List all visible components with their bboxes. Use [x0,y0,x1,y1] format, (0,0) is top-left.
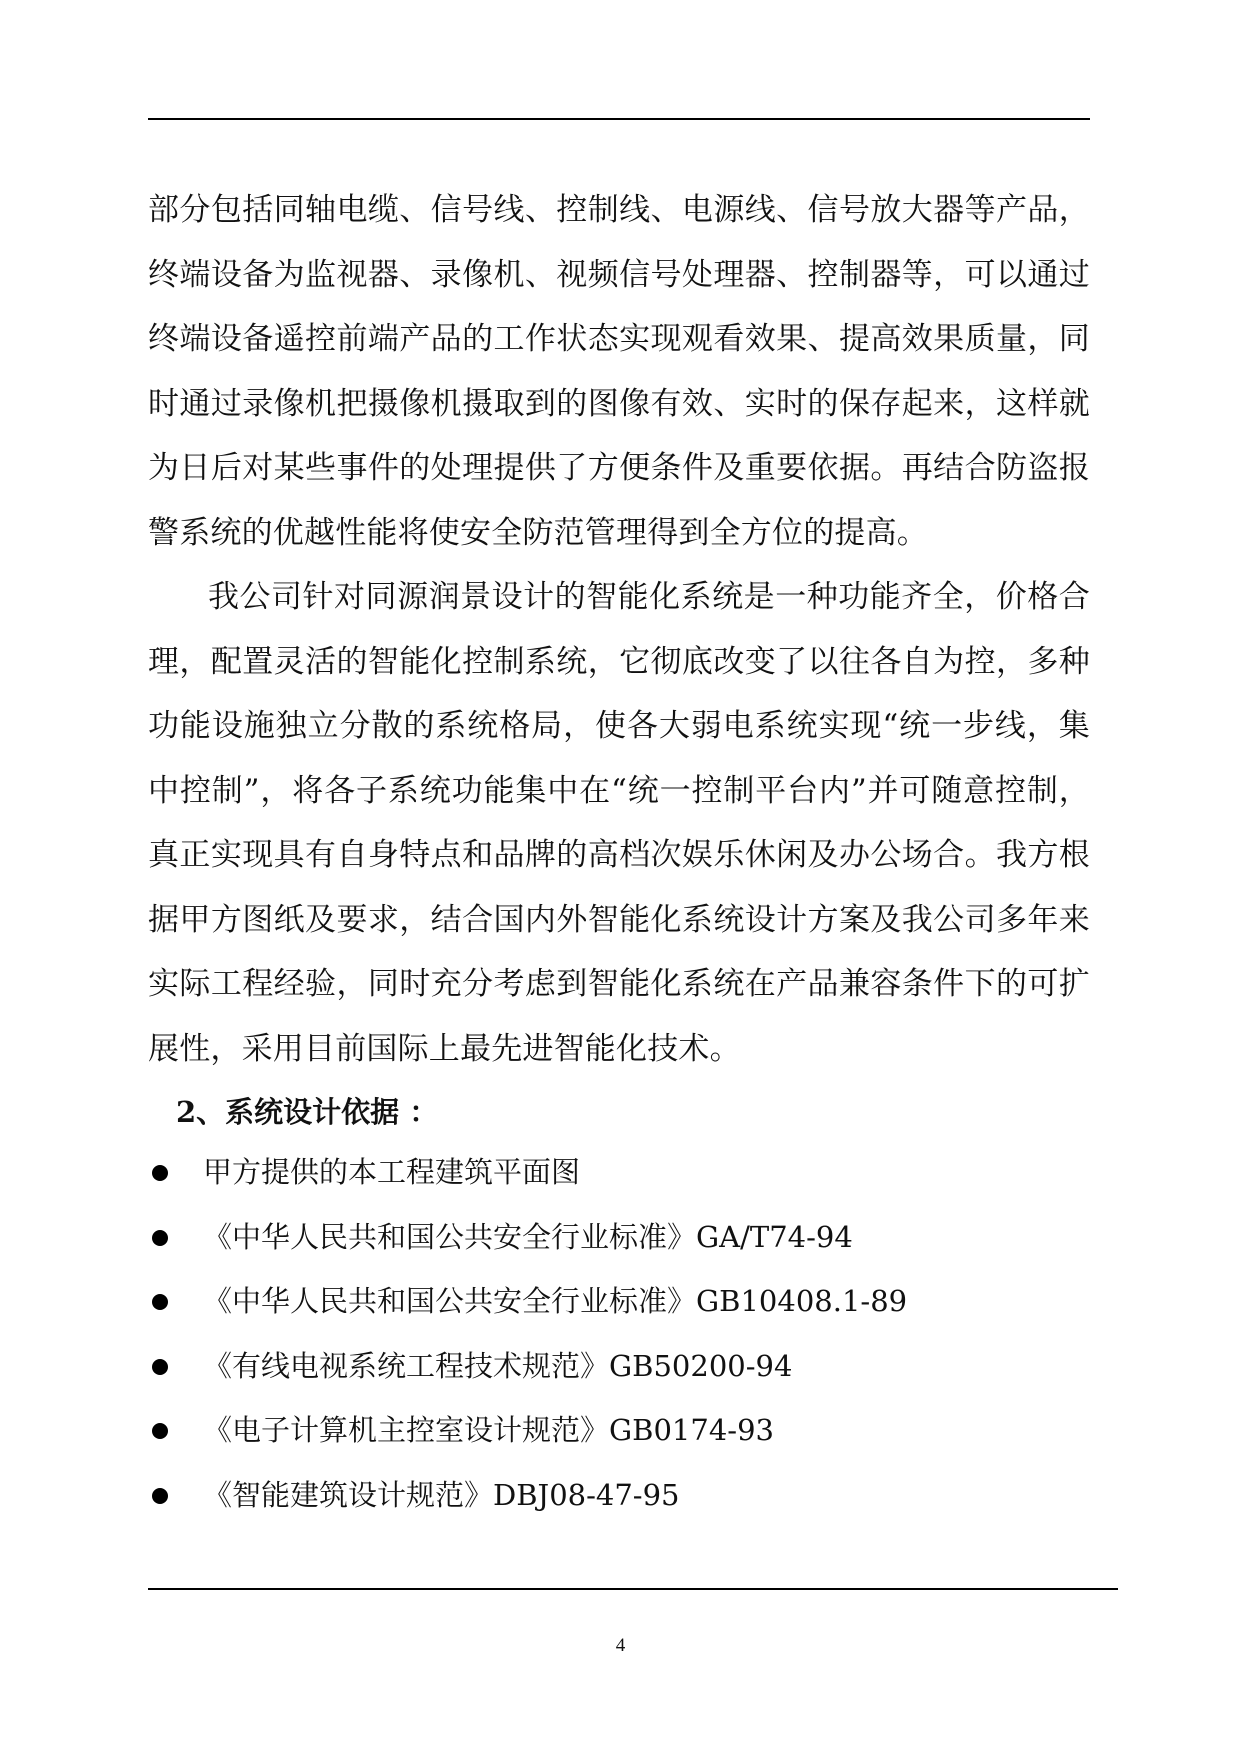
page-number: 4 [615,1635,626,1656]
body-paragraph-1: 部分包括同轴电缆、信号线、控制线、电源线、信号放大器等产品，终端设备为监视器、录像机、视频信号处理器、控制器等，可以通过终端设备遥控前端产品的工作状态实现观看效果、提高效果质量，同时通过录像机把摄像机摄取到的图像有效、实时的保存起来，这样就为日后对某些事件的处理提供了方便条件及重要依据。再结合防盗报警系统的优越性能将使安全防范管理得到全方位的提高。 [148,192,1090,551]
list-item-text: 甲方提供的本工程建筑平面图 [203,1155,581,1189]
list-item-text: 《有线电视系统工程技术规范》GB50200-94 [203,1348,793,1383]
section-heading: 2、系统设计依据 ： [176,1095,439,1129]
footer-rule [148,1588,1118,1590]
list-item-text: 《中华人民共和国公共安全行业标准》GB10408.1-89 [203,1284,908,1319]
header-rule [148,118,1090,120]
bullet-icon [152,1165,168,1181]
bullet-icon [152,1230,168,1246]
bullet-icon [152,1359,168,1375]
bullet-icon [152,1488,168,1504]
list-item-text: 《智能建筑设计规范》DBJ08-47-95 [203,1477,680,1512]
bullet-icon [152,1294,168,1310]
body-paragraph-2: 我公司针对同源润景设计的智能化系统是一种功能齐全，价格合理，配置灵活的智能化控制系统，它彻底改变了以往各自为控，多种功能设施独立分散的系统格局，使各大弱电系统实现“统一步线，集中控制”，将各子系统功能集中在“统一控制平台内”并可随意控制，真正实现具有自身特点和品牌的高档次娱乐休闲及办公场合。我方根据甲方图纸及要求，结合国内外智能化系统设计方案及我公司多年来实际工程经验，同时充分考虑到智能化系统在产品兼容条件下的可扩展性，采用目前国际上最先进智能化技术。 [148,579,1090,1067]
bullet-icon [152,1423,168,1439]
list-item-text: 《中华人民共和国公共安全行业标准》GA/T74-94 [203,1219,853,1254]
list-item-text: 《电子计算机主控室设计规范》GB0174-93 [203,1413,774,1448]
